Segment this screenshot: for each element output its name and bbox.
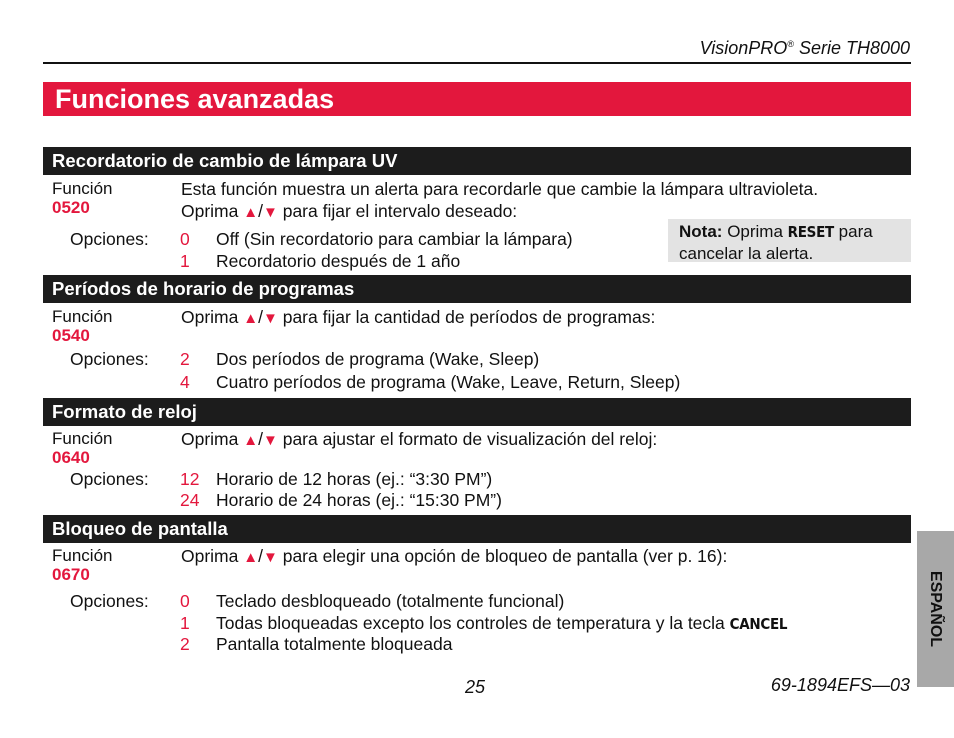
press-text: Oprima bbox=[181, 546, 239, 566]
section-heading-clock-format: Formato de reloj bbox=[43, 398, 911, 426]
option-text: Dos períodos de programa (Wake, Sleep) bbox=[216, 349, 540, 369]
option-value: 0 bbox=[180, 591, 190, 611]
option-text: Pantalla totalmente bloqueada bbox=[216, 634, 453, 654]
document-number: 69-1894EFS—03 bbox=[770, 675, 910, 695]
section-heading-uv-lamp: Recordatorio de cambio de lámpara UV bbox=[43, 147, 911, 175]
function-code: 0640 bbox=[52, 448, 90, 467]
function-instruction bbox=[181, 307, 655, 328]
instruction-rest: para fijar el intervalo deseado: bbox=[282, 201, 518, 221]
note-line-2: cancelar la alerta. bbox=[679, 244, 814, 263]
note-text-after: para bbox=[838, 222, 873, 241]
function-instruction bbox=[181, 429, 657, 450]
function-code: 0520 bbox=[52, 198, 90, 217]
note-text: Oprima bbox=[727, 222, 783, 241]
up-arrow-icon: ▲ bbox=[243, 432, 259, 449]
product-name: VisionPRO bbox=[699, 38, 788, 58]
product-series: Serie TH8000 bbox=[798, 38, 910, 58]
note-label: Nota: bbox=[679, 222, 723, 241]
slash: / bbox=[258, 429, 263, 449]
function-label: Función bbox=[52, 429, 113, 448]
option-text bbox=[216, 613, 787, 634]
press-text: Oprima bbox=[181, 307, 239, 327]
instruction-rest: para ajustar el formato de visualización del reloj: bbox=[282, 429, 658, 449]
instruction-rest: para elegir una opción de bloqueo de pantalla (ver p. 16): bbox=[282, 546, 728, 566]
note-box bbox=[668, 219, 911, 262]
cancel-key-label: CANCEL bbox=[729, 615, 788, 633]
options-label: Opciones: bbox=[70, 349, 149, 369]
option-text: Horario de 24 horas (ej.: “15:30 PM”) bbox=[216, 490, 502, 510]
page-number: 25 bbox=[465, 677, 486, 697]
function-label: Función bbox=[52, 179, 113, 198]
option-value: 2 bbox=[180, 634, 190, 654]
section-heading-screen-lock: Bloqueo de pantalla bbox=[43, 515, 911, 543]
function-code: 0670 bbox=[52, 565, 90, 584]
option-value: 24 bbox=[180, 490, 200, 510]
up-arrow-icon: ▲ bbox=[243, 204, 259, 221]
section-heading-program-periods: Períodos de horario de programas bbox=[43, 275, 911, 303]
slash: / bbox=[258, 201, 263, 221]
note-line-1 bbox=[679, 221, 911, 243]
press-text: Oprima bbox=[181, 201, 239, 221]
function-description: Esta función muestra un alerta para recordarle que cambie la lámpara ultravioleta. bbox=[181, 179, 819, 199]
down-arrow-icon: ▼ bbox=[262, 204, 278, 221]
option-text: Horario de 12 horas (ej.: “3:30 PM”) bbox=[216, 469, 493, 489]
option-value: 0 bbox=[180, 229, 190, 249]
function-instruction bbox=[181, 201, 517, 222]
language-tab-label: ESPAÑOL bbox=[927, 570, 944, 648]
function-label: Función bbox=[52, 546, 113, 565]
up-arrow-icon: ▲ bbox=[243, 549, 259, 566]
option-text: Teclado desbloqueado (totalmente funcional) bbox=[216, 591, 565, 611]
options-label: Opciones: bbox=[70, 591, 149, 611]
registered-mark: ® bbox=[787, 39, 794, 49]
down-arrow-icon: ▼ bbox=[262, 310, 278, 327]
option-text: Recordatorio después de 1 año bbox=[216, 251, 461, 271]
down-arrow-icon: ▼ bbox=[262, 432, 278, 449]
header-rule bbox=[43, 62, 911, 64]
options-label: Opciones: bbox=[70, 229, 149, 249]
page-title: Funciones avanzadas bbox=[43, 82, 911, 116]
options-label: Opciones: bbox=[70, 469, 149, 489]
function-instruction bbox=[181, 546, 727, 567]
option-text: Cuatro períodos de programa (Wake, Leave, Return, Sleep) bbox=[216, 372, 681, 392]
option-value: 2 bbox=[180, 349, 190, 369]
press-text: Oprima bbox=[181, 429, 239, 449]
down-arrow-icon: ▼ bbox=[262, 549, 278, 566]
option-text: Off (Sin recordatorio para cambiar la lámpara) bbox=[216, 229, 573, 249]
header-product-line bbox=[700, 38, 910, 59]
option-value: 4 bbox=[180, 372, 190, 392]
option-value: 1 bbox=[180, 613, 190, 633]
function-label: Función bbox=[52, 307, 113, 326]
slash: / bbox=[258, 307, 263, 327]
slash: / bbox=[258, 546, 263, 566]
function-code: 0540 bbox=[52, 326, 90, 345]
up-arrow-icon: ▲ bbox=[243, 310, 259, 327]
option-value: 12 bbox=[180, 469, 200, 489]
option-value: 1 bbox=[180, 251, 190, 271]
instruction-rest: para fijar la cantidad de períodos de programas: bbox=[282, 307, 656, 327]
reset-key-label: RESET bbox=[787, 223, 834, 241]
option-text-main: Todas bloqueadas excepto los controles de temperatura y la tecla bbox=[216, 613, 725, 633]
